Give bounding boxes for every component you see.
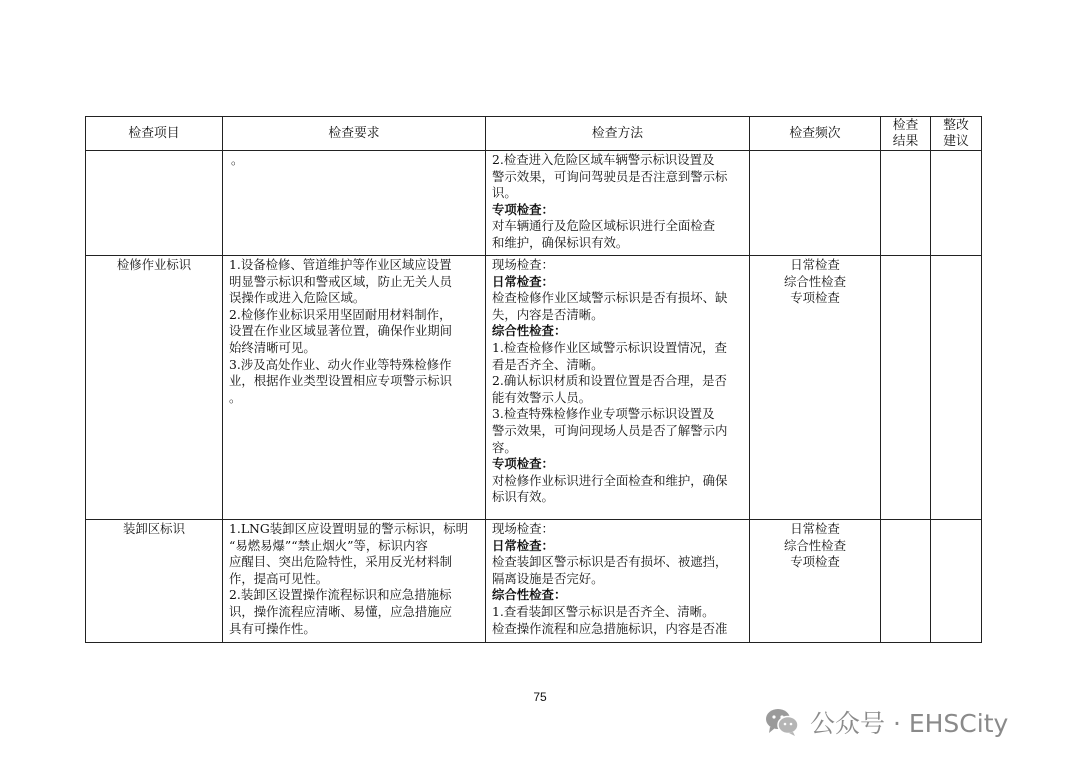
requirement-line: 。 <box>229 389 242 405</box>
page-number: 75 <box>533 690 547 704</box>
cell-requirement <box>223 151 486 256</box>
cell-frequency <box>750 520 881 643</box>
header-suggestion: 整改 建议 <box>931 117 982 151</box>
cell-suggestion <box>931 520 982 643</box>
header-result: 检查 结果 <box>881 117 931 151</box>
method-line: 能有效警示人员。 <box>492 389 592 405</box>
cell-result <box>881 256 931 520</box>
method-heading: 综合性检查： <box>492 587 567 603</box>
requirement-line: 具有可操作性。 <box>229 620 316 636</box>
cell-result <box>881 151 931 256</box>
requirement-line: 业，根据作业类型设置相应专项警示标识 <box>229 373 453 389</box>
requirement-line: 3.涉及高处作业、动火作业等特殊检修作 <box>229 356 452 372</box>
table-row <box>86 520 982 643</box>
requirement-line: 1.LNG装卸区应设置明显的警示标识，标明 <box>229 521 469 536</box>
header-item: 检查项目 <box>86 117 223 151</box>
table-header-row <box>86 117 982 151</box>
requirement-line: 1.设备检修、管道维护等作业区域应设置 <box>229 257 452 272</box>
method-line: 检查装卸区警示标识是否有损坏、被遮挡， <box>492 554 728 570</box>
method-line: 识。 <box>492 185 517 201</box>
cell-suggestion <box>931 151 982 256</box>
inspection-table <box>85 116 982 643</box>
requirement-line: 设置在作业区域显著位置，确保作业期间 <box>229 323 453 339</box>
frequency-line: 综合性检查 <box>784 273 846 289</box>
method-line: 失，内容是否清晰。 <box>492 306 604 322</box>
method-line: 现场检查： <box>492 521 554 536</box>
method-line: 和维护，确保标识有效。 <box>492 234 629 250</box>
requirement-line: 2.检修作业标识采用坚固耐用材料制作， <box>229 306 452 322</box>
header-requirement: 检查要求 <box>223 117 486 151</box>
cell-method <box>486 520 750 643</box>
method-line: 2.检查进入危险区域车辆警示标识设置及 <box>492 152 715 167</box>
method-heading: 综合性检查： <box>492 323 567 339</box>
watermark-text: 公众号 · EHSCity <box>810 709 1009 738</box>
frequency-line: 综合性检查 <box>784 537 846 553</box>
watermark <box>764 704 1008 740</box>
method-line: 现场检查： <box>492 257 554 272</box>
requirement-line: “易燃易爆”“禁止烟火”等，标识内容 <box>229 537 428 553</box>
cell-item: 装卸区标识 <box>86 520 223 643</box>
frequency-line: 日常检查 <box>790 521 840 536</box>
frequency-line: 日常检查 <box>790 257 840 272</box>
method-line: 1.检查检修作业区域警示标识设置情况，查 <box>492 339 727 355</box>
method-line: 标识有效。 <box>492 489 554 505</box>
requirement-line: 作，提高可见性。 <box>229 570 329 586</box>
table-row <box>86 151 982 256</box>
requirement-line: 应醒目、突出危险特性，采用反光材料制 <box>229 554 453 570</box>
method-line: 对车辆通行及危险区域标识进行全面检查 <box>492 218 716 234</box>
requirement-line: 误操作或进入危险区域。 <box>229 290 366 306</box>
method-line: 3.检查特殊检修作业专项警示标识设置及 <box>492 406 715 422</box>
method-line: 警示效果，可询问现场人员是否了解警示内 <box>492 422 728 438</box>
method-line: 容。 <box>492 439 517 455</box>
header-frequency: 检查频次 <box>750 117 881 151</box>
cell-frequency <box>750 151 881 256</box>
requirement-line: 明显警示标识和警戒区域，防止无关人员 <box>229 273 453 289</box>
cell-method <box>486 256 750 520</box>
method-line: 对检修作业标识进行全面检查和维护，确保 <box>492 472 728 488</box>
method-line: 隔离设施是否完好。 <box>492 570 604 586</box>
requirement-line: 2.装卸区设置操作流程标识和应急措施标 <box>229 587 452 603</box>
method-line: 检查检修作业区域警示标识是否有损坏、缺 <box>492 290 728 306</box>
method-line: 检查操作流程和应急措施标识，内容是否准 <box>492 620 728 636</box>
method-line: 警示效果，可询问驾驶员是否注意到警示标 <box>492 168 728 184</box>
requirement-line: 。 <box>231 152 244 167</box>
method-line: 看是否齐全、清晰。 <box>492 356 604 372</box>
frequency-line: 专项检查 <box>790 290 840 306</box>
method-line: 2.确认标识材质和设置位置是否合理，是否 <box>492 373 727 389</box>
wechat-icon <box>764 707 800 737</box>
method-heading: 日常检查： <box>492 273 554 289</box>
cell-item <box>86 151 223 256</box>
cell-requirement <box>223 256 486 520</box>
cell-method <box>486 151 750 256</box>
requirement-line: 识，操作流程应清晰、易懂，应急措施应 <box>229 603 453 619</box>
cell-item: 检修作业标识 <box>86 256 223 520</box>
cell-suggestion <box>931 256 982 520</box>
header-method: 检查方法 <box>486 117 750 151</box>
method-heading: 日常检查： <box>492 537 554 553</box>
cell-frequency <box>750 256 881 520</box>
table-row <box>86 256 982 520</box>
method-line: 1.查看装卸区警示标识是否齐全、清晰。 <box>492 603 715 619</box>
requirement-line: 始终清晰可见。 <box>229 339 316 355</box>
frequency-line: 专项检查 <box>790 554 840 570</box>
method-heading: 专项检查： <box>492 456 554 472</box>
method-heading: 专项检查： <box>492 201 554 217</box>
cell-requirement <box>223 520 486 643</box>
cell-result <box>881 520 931 643</box>
